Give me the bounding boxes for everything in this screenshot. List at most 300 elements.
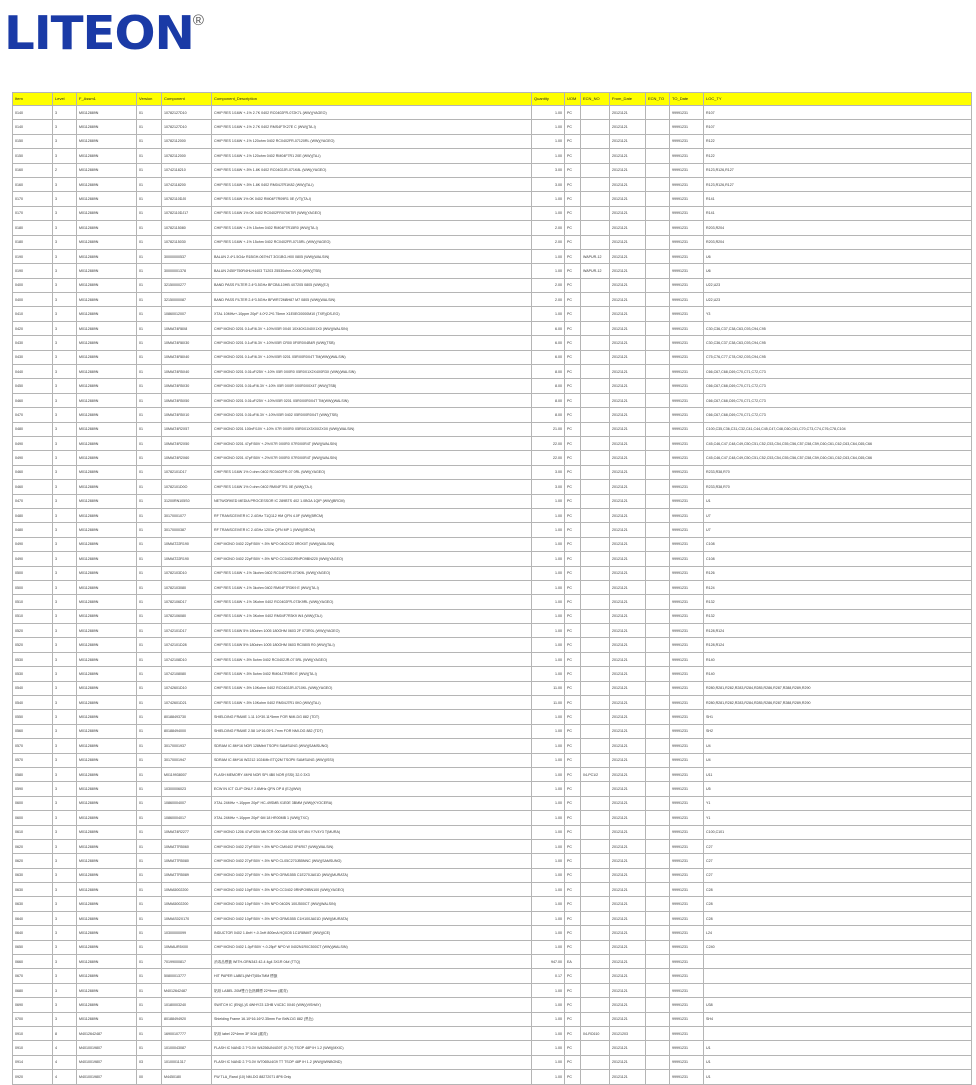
table-cell: 99991231 bbox=[670, 825, 704, 839]
table-cell: 20121121 bbox=[610, 1012, 646, 1026]
table-cell: 0490 bbox=[13, 537, 53, 551]
table-row bbox=[13, 983, 972, 997]
table-cell: 0460 bbox=[13, 480, 53, 494]
table-cell: 00 bbox=[137, 1070, 162, 1084]
table-cell: 1.00 bbox=[532, 926, 565, 940]
table-cell: 01 bbox=[137, 149, 162, 163]
table-cell: 99991231 bbox=[670, 422, 704, 436]
table-cell: 99991231 bbox=[670, 566, 704, 580]
table-cell bbox=[581, 825, 610, 839]
bom-table bbox=[12, 92, 972, 1085]
table-cell: M0112889N bbox=[77, 393, 137, 407]
table-row bbox=[13, 451, 972, 465]
table-cell bbox=[646, 609, 670, 623]
table-cell: 21.00 bbox=[532, 422, 565, 436]
table-cell: 1.00 bbox=[532, 264, 565, 278]
table-cell bbox=[646, 293, 670, 307]
table-cell: 20121121 bbox=[610, 926, 646, 940]
table-cell: 20121121 bbox=[610, 134, 646, 148]
table-cell: M0112889N bbox=[77, 926, 137, 940]
table-cell: 99991231 bbox=[670, 336, 704, 350]
table-cell: 20121121 bbox=[610, 552, 646, 566]
table-cell: 3 bbox=[53, 724, 77, 738]
table-cell: PC bbox=[565, 926, 581, 940]
table-cell: 0540 bbox=[13, 696, 53, 710]
logo-text: LITEON bbox=[4, 6, 194, 60]
table-cell: CHIP MONO 0402 1.0pF/50V +-0.25pF NPO W 0402N1R0C500CT (WW)(WALSIN) bbox=[212, 940, 532, 954]
table-cell: 10100043087 bbox=[162, 1041, 212, 1055]
table-cell: 0620 bbox=[13, 839, 53, 853]
table-cell: 0660 bbox=[13, 955, 53, 969]
table-cell: 0510 bbox=[13, 609, 53, 623]
table-cell: 01 bbox=[137, 696, 162, 710]
table-cell bbox=[581, 739, 610, 753]
table-row bbox=[13, 163, 972, 177]
table-cell: U7 bbox=[704, 523, 972, 537]
table-cell: 1.00 bbox=[532, 206, 565, 220]
table-row bbox=[13, 624, 972, 638]
table-cell: 0500 bbox=[13, 566, 53, 580]
table-cell: M0112889N bbox=[77, 149, 137, 163]
table-cell: L24 bbox=[704, 926, 972, 940]
table-cell: 99991231 bbox=[670, 624, 704, 638]
table-row bbox=[13, 897, 972, 911]
table-cell: 10782103080 bbox=[162, 580, 212, 594]
table-cell: 01 bbox=[137, 537, 162, 551]
table-cell: 0430 bbox=[13, 336, 53, 350]
table-cell: 99991231 bbox=[670, 940, 704, 954]
table-row bbox=[13, 710, 972, 724]
table-cell bbox=[646, 393, 670, 407]
table-cell: 20121121 bbox=[610, 854, 646, 868]
table-cell bbox=[581, 609, 610, 623]
table-cell: PC bbox=[565, 782, 581, 796]
table-row bbox=[13, 811, 972, 825]
table-cell bbox=[581, 753, 610, 767]
table-cell: U6 bbox=[704, 264, 972, 278]
table-cell: M0112889N bbox=[77, 494, 137, 508]
table-cell: M0112889N bbox=[77, 767, 137, 781]
table-cell bbox=[646, 436, 670, 450]
table-cell: M0112889N bbox=[77, 120, 137, 134]
table-cell: BAND PASS FILTER 2.4*3.5GHz BFWR72M8H87 M7 0805 (WW)(WALSIN) bbox=[212, 293, 532, 307]
table-cell: 消毒品標籤 WITH-GRN343 42-4 4g4 3X1R 04# (TTQ) bbox=[212, 955, 532, 969]
table-cell bbox=[646, 465, 670, 479]
table-cell: CHIP MONO 0201 47pF/50V +-2%/X7R 0X0R0 X7R0X0R4T (WW)(WALSIN) bbox=[212, 436, 532, 450]
table-cell: SH1 bbox=[704, 710, 972, 724]
table-cell: 99991231 bbox=[670, 868, 704, 882]
table-cell: PC bbox=[565, 609, 581, 623]
table-cell: 0460 bbox=[13, 465, 53, 479]
table-cell: PC bbox=[565, 883, 581, 897]
table-row bbox=[13, 508, 972, 522]
table-cell: 0490 bbox=[13, 436, 53, 450]
table-cell: PC bbox=[565, 379, 581, 393]
table-cell: PC bbox=[565, 149, 581, 163]
table-row bbox=[13, 1055, 972, 1069]
table-cell: 10MIAUR5X00 bbox=[162, 940, 212, 954]
table-cell: PC bbox=[565, 422, 581, 436]
table-cell: PC bbox=[565, 940, 581, 954]
table-row bbox=[13, 379, 972, 393]
table-cell: 3.00 bbox=[532, 465, 565, 479]
table-cell: 80188493730 bbox=[162, 710, 212, 724]
table-cell: 0550 bbox=[13, 710, 53, 724]
table-cell: 99991231 bbox=[670, 983, 704, 997]
table-cell: 0610 bbox=[13, 825, 53, 839]
table-cell bbox=[646, 480, 670, 494]
table-row bbox=[13, 566, 972, 580]
table-cell: CHIP MONO 0201 0.01uF/25V +-10% X5R 0X0R0 X5R0X1X2X4X0R3X (WW)(WALSIN) bbox=[212, 365, 532, 379]
table-cell bbox=[581, 422, 610, 436]
table-cell: 99991231 bbox=[670, 710, 704, 724]
table-cell: 99991231 bbox=[670, 235, 704, 249]
table-cell: 99991231 bbox=[670, 480, 704, 494]
table-cell: U1 bbox=[704, 1055, 972, 1069]
table-cell bbox=[581, 566, 610, 580]
table-cell: 99991231 bbox=[670, 955, 704, 969]
table-cell: 10MIAT4R2277 bbox=[162, 825, 212, 839]
table-row bbox=[13, 969, 972, 983]
table-cell: 1.00 bbox=[532, 753, 565, 767]
table-cell: PC bbox=[565, 408, 581, 422]
table-cell: C100,C101 bbox=[704, 825, 972, 839]
table-cell: 3 bbox=[53, 955, 77, 969]
table-cell: 1.00 bbox=[532, 724, 565, 738]
table-cell: 01 bbox=[137, 955, 162, 969]
table-cell: PC bbox=[565, 811, 581, 825]
table-cell: 3 bbox=[53, 336, 77, 350]
column-header: TO_Date bbox=[670, 93, 704, 106]
table-cell bbox=[646, 177, 670, 191]
table-cell: C66,C67,C68,C69,C70,C71,C72,C73 bbox=[704, 379, 972, 393]
table-row bbox=[13, 955, 972, 969]
table-cell: 1.00 bbox=[532, 609, 565, 623]
table-cell: PC bbox=[565, 1041, 581, 1055]
table-cell: C28 bbox=[704, 911, 972, 925]
table-cell bbox=[581, 897, 610, 911]
table-cell: 32150000087 bbox=[162, 293, 212, 307]
table-cell: 99991231 bbox=[670, 408, 704, 422]
table-cell: 10MIAT22R190 bbox=[162, 552, 212, 566]
table-cell: 99991231 bbox=[670, 321, 704, 335]
table-cell: M0112889N bbox=[77, 667, 137, 681]
table-cell: 0570 bbox=[13, 753, 53, 767]
table-cell: RF TRANSCEIVER IC 2.4GHz T1Q112 HM QFN 4.0F (WW)(BRCM) bbox=[212, 508, 532, 522]
table-cell: 2.00 bbox=[532, 221, 565, 235]
table-cell: 0450 bbox=[13, 379, 53, 393]
table-cell: 99991231 bbox=[670, 393, 704, 407]
table-cell: 1.00 bbox=[532, 624, 565, 638]
table-cell: 1.00 bbox=[532, 149, 565, 163]
table-cell: 01 bbox=[137, 264, 162, 278]
table-cell bbox=[581, 235, 610, 249]
table-cell: 0600 bbox=[13, 796, 53, 810]
table-cell: PC bbox=[565, 393, 581, 407]
table-cell: M0112889N bbox=[77, 638, 137, 652]
table-cell: 0480 bbox=[13, 508, 53, 522]
table-cell: 3 bbox=[53, 998, 77, 1012]
table-cell: 99991231 bbox=[670, 120, 704, 134]
table-cell bbox=[581, 696, 610, 710]
table-cell: 3 bbox=[53, 940, 77, 954]
table-cell: 20121121 bbox=[610, 336, 646, 350]
table-cell: PC bbox=[565, 523, 581, 537]
table-cell: 04-RC610 bbox=[581, 1027, 610, 1041]
table-cell: R128,R124 bbox=[704, 624, 972, 638]
table-cell: 6.00 bbox=[532, 321, 565, 335]
table-cell: 0410 bbox=[13, 307, 53, 321]
table-cell: R141 bbox=[704, 206, 972, 220]
table-cell: PC bbox=[565, 163, 581, 177]
table-cell: 0470 bbox=[13, 408, 53, 422]
table-cell bbox=[581, 710, 610, 724]
table-cell: 01 bbox=[137, 508, 162, 522]
table-cell: M0112889N bbox=[77, 595, 137, 609]
table-cell: 20121121 bbox=[610, 523, 646, 537]
table-row bbox=[13, 537, 972, 551]
table-row bbox=[13, 480, 972, 494]
table-cell: 1.00 bbox=[532, 120, 565, 134]
table-cell: PC bbox=[565, 839, 581, 853]
table-cell: 10300000099 bbox=[162, 926, 212, 940]
table-cell: 3 bbox=[53, 1012, 77, 1026]
table-cell: 3 bbox=[53, 120, 77, 134]
table-cell bbox=[581, 839, 610, 853]
table-cell: 10MIA5002200 bbox=[162, 897, 212, 911]
table-cell: PC bbox=[565, 580, 581, 594]
table-row bbox=[13, 681, 972, 695]
table-row bbox=[13, 336, 972, 350]
table-cell: M0112889N bbox=[77, 350, 137, 364]
table-cell bbox=[646, 782, 670, 796]
table-cell: 99991231 bbox=[670, 523, 704, 537]
table-cell: 0170 bbox=[13, 192, 53, 206]
table-cell: PC bbox=[565, 480, 581, 494]
table-cell bbox=[704, 983, 972, 997]
table-cell: R233,R38,R70 bbox=[704, 465, 972, 479]
table-cell: PC bbox=[565, 436, 581, 450]
table-cell: 20121121 bbox=[610, 897, 646, 911]
table-row bbox=[13, 523, 972, 537]
table-cell: 0490 bbox=[13, 451, 53, 465]
table-cell: 3 bbox=[53, 106, 77, 120]
table-cell: 10782110DJ17 bbox=[162, 206, 212, 220]
table-cell: 99991231 bbox=[670, 782, 704, 796]
table-cell: 1.00 bbox=[532, 782, 565, 796]
table-cell: 01 bbox=[137, 710, 162, 724]
table-cell: 1.00 bbox=[532, 883, 565, 897]
table-cell bbox=[646, 998, 670, 1012]
table-cell: 10782127D10 bbox=[162, 106, 212, 120]
table-row bbox=[13, 854, 972, 868]
table-cell: 3 bbox=[53, 580, 77, 594]
table-cell: 01 bbox=[137, 1012, 162, 1026]
table-cell bbox=[581, 911, 610, 925]
table-cell: M0112889N bbox=[77, 436, 137, 450]
table-cell: 20121121 bbox=[610, 667, 646, 681]
table-cell: 10MIAT4R2X50 bbox=[162, 436, 212, 450]
table-cell: M0112889N bbox=[77, 293, 137, 307]
column-header: Quantity bbox=[532, 93, 565, 106]
table-cell: PC bbox=[565, 1027, 581, 1041]
table-cell: 3 bbox=[53, 480, 77, 494]
table-cell: 01 bbox=[137, 911, 162, 925]
table-cell: SDRAM IC 8M*16 NOR 128Mbit TSOPII SAMSUNG (WW)(SAMSUNG) bbox=[212, 739, 532, 753]
table-cell: 20121121 bbox=[610, 422, 646, 436]
table-cell: PC bbox=[565, 667, 581, 681]
table-cell: 20121121 bbox=[610, 307, 646, 321]
table-cell: 10MIAT4R8X30 bbox=[162, 336, 212, 350]
table-cell bbox=[581, 537, 610, 551]
table-cell: 99991231 bbox=[670, 638, 704, 652]
table-cell: Y1 bbox=[704, 811, 972, 825]
table-cell: PC bbox=[565, 336, 581, 350]
table-row bbox=[13, 149, 972, 163]
table-cell bbox=[581, 508, 610, 522]
table-cell: 1.00 bbox=[532, 523, 565, 537]
table-cell: 3 bbox=[53, 983, 77, 997]
table-cell: 0630 bbox=[13, 868, 53, 882]
table-cell bbox=[581, 149, 610, 163]
table-cell: 20121121 bbox=[610, 638, 646, 652]
table-cell: PC bbox=[565, 897, 581, 911]
table-cell bbox=[646, 667, 670, 681]
table-cell: 01 bbox=[137, 235, 162, 249]
table-cell: CHIP RES 1/16W +-1% 3Kohm 0402 RC0402FR-073K9RL (WW)(YAGEO) bbox=[212, 595, 532, 609]
table-cell: PC bbox=[565, 696, 581, 710]
table-cell: CHIP MONO 0201 0.1uF/6.3V +-10%/X5R CR00 0F0R0X4B4R (WW)(TSB) bbox=[212, 336, 532, 350]
table-cell: PC bbox=[565, 739, 581, 753]
table-cell: 99991231 bbox=[670, 1055, 704, 1069]
table-cell: R140 bbox=[704, 667, 972, 681]
table-cell: R203,R204 bbox=[704, 221, 972, 235]
table-cell: 1.00 bbox=[532, 595, 565, 609]
table-cell bbox=[704, 969, 972, 983]
table-cell: C27 bbox=[704, 868, 972, 882]
table-cell: 1.00 bbox=[532, 667, 565, 681]
table-cell: 0640 bbox=[13, 911, 53, 925]
table-cell: 32150000277 bbox=[162, 278, 212, 292]
table-cell: 10180003240 bbox=[162, 998, 212, 1012]
table-row bbox=[13, 839, 972, 853]
table-cell: 01 bbox=[137, 1027, 162, 1041]
table-cell: 01 bbox=[137, 365, 162, 379]
table-cell: SHIELDING FRAME 1.11 10*30.11*5mm FOR NMI-DG 882 (TDT) bbox=[212, 710, 532, 724]
table-cell: 20121121 bbox=[610, 221, 646, 235]
table-cell bbox=[646, 523, 670, 537]
table-cell: 20121121 bbox=[610, 811, 646, 825]
table-cell: 01 bbox=[137, 796, 162, 810]
table-cell: 99991231 bbox=[670, 264, 704, 278]
table-row bbox=[13, 696, 972, 710]
table-cell: M0112889N bbox=[77, 811, 137, 825]
table-cell: 01 bbox=[137, 868, 162, 882]
table-cell: CHIP RES 1/16W +-5% 5ohm 0402 RM04J7R5R0 E (WW)(TA-I) bbox=[212, 667, 532, 681]
table-cell: 3 bbox=[53, 249, 77, 263]
table-cell: CHIP RES 1/16W +-1% 120ohm 0402 RM04F7R1 20E (WW)(TA-I) bbox=[212, 149, 532, 163]
table-cell: 6.00 bbox=[532, 350, 565, 364]
table-cell: 3 bbox=[53, 307, 77, 321]
table-cell: 01 bbox=[137, 609, 162, 623]
table-cell: 20121121 bbox=[610, 825, 646, 839]
table-cell: PC bbox=[565, 767, 581, 781]
table-cell bbox=[581, 494, 610, 508]
table-cell: 3 bbox=[53, 206, 77, 220]
table-cell: PC bbox=[565, 1055, 581, 1069]
table-cell: 99991231 bbox=[670, 681, 704, 695]
table-cell: M0112889N bbox=[77, 422, 137, 436]
table-cell: PC bbox=[565, 566, 581, 580]
table-cell bbox=[581, 393, 610, 407]
table-cell bbox=[646, 595, 670, 609]
table-cell: 6.00 bbox=[532, 336, 565, 350]
table-cell: 4 bbox=[53, 1070, 77, 1084]
table-cell: 01 bbox=[137, 926, 162, 940]
table-cell: 20121121 bbox=[610, 681, 646, 695]
table-cell: CHIP MONO 0402 27pF/50V +-5% NPO GRM1555 C1E270JA01D (WW)(MURATA) bbox=[212, 868, 532, 882]
table-cell bbox=[646, 106, 670, 120]
table-cell: 3 bbox=[53, 149, 77, 163]
table-cell: 3 bbox=[53, 854, 77, 868]
table-cell: M4010019807 bbox=[77, 1041, 137, 1055]
table-cell: 99991231 bbox=[670, 249, 704, 263]
table-cell bbox=[581, 177, 610, 191]
table-cell: 99991231 bbox=[670, 1070, 704, 1084]
table-cell: 01 bbox=[137, 854, 162, 868]
table-cell: 1.00 bbox=[532, 796, 565, 810]
table-cell: 01 bbox=[137, 839, 162, 853]
table-cell: 0640 bbox=[13, 926, 53, 940]
table-cell: 0910 bbox=[13, 1041, 53, 1055]
table-cell: 20121121 bbox=[610, 249, 646, 263]
table-cell bbox=[581, 379, 610, 393]
table-cell: 0430 bbox=[13, 350, 53, 364]
table-cell bbox=[646, 696, 670, 710]
table-cell: 30000001378 bbox=[162, 264, 212, 278]
table-cell: R132 bbox=[704, 595, 972, 609]
table-cell: 1.00 bbox=[532, 134, 565, 148]
table-cell: M0112889N bbox=[77, 365, 137, 379]
table-cell: 3 bbox=[53, 350, 77, 364]
table-cell: 20121121 bbox=[610, 696, 646, 710]
table-cell: 10MIAT4R2X60 bbox=[162, 451, 212, 465]
table-cell: 1.00 bbox=[532, 983, 565, 997]
table-cell: C108 bbox=[704, 552, 972, 566]
table-cell: 01 bbox=[137, 451, 162, 465]
table-cell: 20121121 bbox=[610, 480, 646, 494]
table-cell: 3 bbox=[53, 624, 77, 638]
table-cell bbox=[646, 710, 670, 724]
table-cell: 0530 bbox=[13, 652, 53, 666]
table-cell: 0910 bbox=[13, 1027, 53, 1041]
table-cell: 947.00 bbox=[532, 955, 565, 969]
table-cell bbox=[646, 624, 670, 638]
table-cell: SH2 bbox=[704, 724, 972, 738]
table-cell: PC bbox=[565, 465, 581, 479]
table-cell bbox=[646, 264, 670, 278]
table-cell bbox=[646, 868, 670, 882]
table-cell: 20121121 bbox=[610, 408, 646, 422]
table-cell: M0112889N bbox=[77, 1012, 137, 1026]
table-cell: PC bbox=[565, 638, 581, 652]
table-cell: 99991231 bbox=[670, 379, 704, 393]
table-cell: 3 bbox=[53, 293, 77, 307]
table-cell bbox=[581, 106, 610, 120]
table-cell: M4450180 bbox=[162, 1070, 212, 1084]
table-cell: 20121121 bbox=[610, 983, 646, 997]
table-cell: 10860012007 bbox=[162, 307, 212, 321]
